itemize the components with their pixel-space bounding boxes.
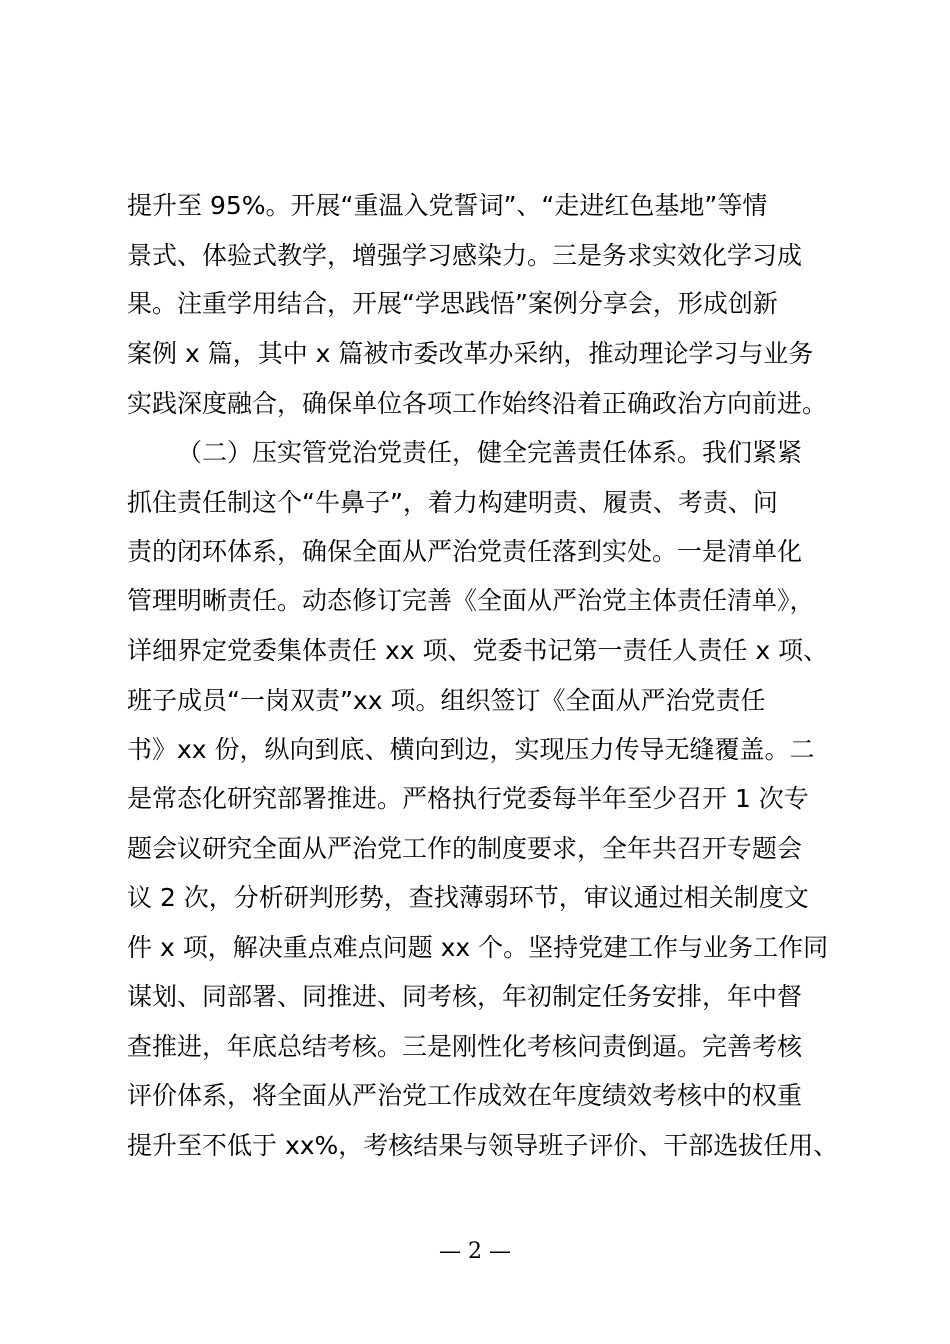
- text-line: 件 x 项，解决重点难点问题 xx 个。坚持党建工作与业务工作同: [127, 933, 829, 962]
- text-line: 责的闭环体系，确保全面从严治党责任落到实处。一是清单化: [127, 537, 803, 566]
- text-line: 谋划、同部署、同推进、同考核，年初制定任务安排，年中督: [127, 982, 803, 1011]
- text-line: 实践深度融合，确保单位各项工作始终沿着正确政治方向前进。: [127, 389, 828, 418]
- text-line: 书》xx 份，纵向到底、横向到边，实现压力传导无缝覆盖。二: [127, 735, 815, 764]
- text-line: 查推进，年底总结考核。三是刚性化考核问责倒逼。完善考核: [127, 1032, 803, 1061]
- text-line: 景式、体验式教学，增强学习感染力。三是务求实效化学习成: [127, 241, 803, 270]
- text-line: 题会议研究全面从严治党工作的制度要求，全年共召开专题会: [127, 834, 803, 863]
- text-line: 提升至 95%。开展“重温入党誓词”、“走进红色基地”等情: [127, 191, 768, 220]
- text-line: 议 2 次，分析研判形势，查找薄弱环节，审议通过相关制度文: [127, 883, 809, 912]
- text-line: 班子成员“一岗双责”xx 项。组织签订《全面从严治党责任: [127, 686, 766, 715]
- text-line: 抓住责任制这个“牛鼻子”，着力构建明责、履责、考责、问: [127, 488, 778, 517]
- text-line: 是常态化研究部署推进。严格执行党委每半年至少召开 1 次专: [127, 784, 809, 813]
- text-line: 管理明晰责任。动态修订完善《全面从严治党主体责任清单》，: [127, 586, 815, 615]
- page-number: — 2 —: [439, 1239, 511, 1264]
- text-line: 提升至不低于 xx%，考核结果与领导班子评价、干部选拔任用、: [127, 1131, 839, 1160]
- text-line: 详细界定党委集体责任 xx 项、党委书记第一责任人责任 x 项、: [127, 636, 829, 665]
- text-line: 案例 x 篇，其中 x 篇被市委改革办采纳，推动理论学习与业务: [127, 339, 814, 368]
- text-line: 评价体系，将全面从严治党工作成效在年度绩效考核中的权重: [127, 1081, 803, 1110]
- text-line: 果。注重学用结合，开展“学思践悟”案例分享会，形成创新: [127, 289, 778, 318]
- paragraph-start-line: （二）压实管党治党责任，健全完善责任体系。我们紧紧: [177, 438, 803, 467]
